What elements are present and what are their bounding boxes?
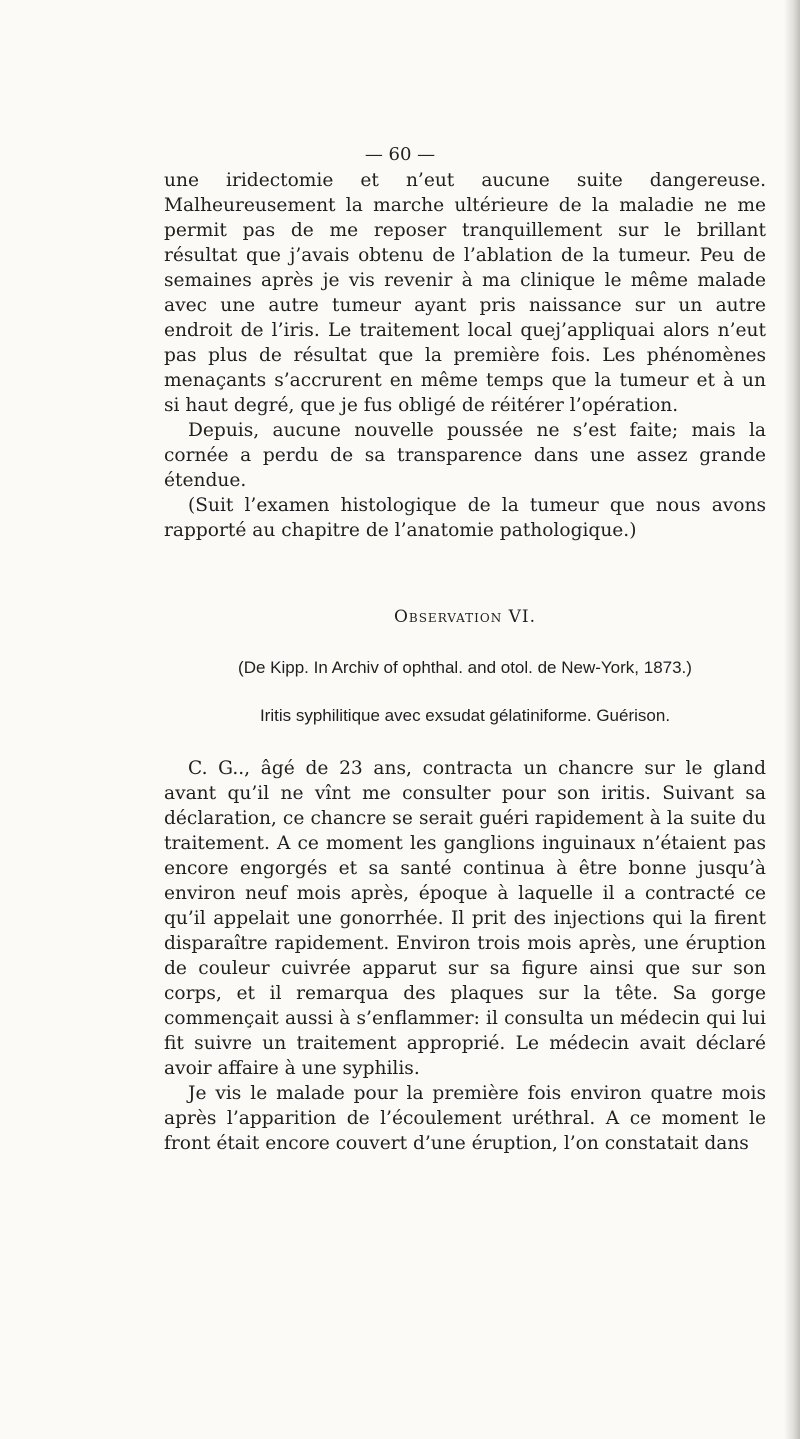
observation-heading: Observation VI.: [393, 607, 537, 627]
paragraph-depuis: Depuis, aucune nouvelle poussée ne s’est faite; mais la cornée a perdu de sa transparence dans une assez grande étendue.: [164, 420, 766, 491]
page-edge-shadow: [784, 0, 800, 1439]
text-column: [164, 140, 766, 1156]
paragraph-iridectomie: une iridectomie et n’eut aucune suite dangereuse. Malheureusement la marche ultérieure de la maladie ne me permit pas de me reposer tranquillement sur le brillant résultat que j’avais obtenu de l’ablation de la tumeur. Peu de semaines après je vis revenir à ma clinique le même malade avec une autre tumeur ayant pris naissance sur un autre endroit de l’iris. Le traitement local quej’appliquai alors n’eut pas plus de résultat que la première fois. Les phénomènes menaçants s’accrurent en même temps que la tumeur et à un si haut degré, que je fus obligé de réitérer l’opération.: [164, 170, 766, 416]
paragraph-first-visit: Je vis le malade pour la première fois environ quatre mois après l’apparition de l’écoulement uréthral. A ce moment le front était encore couvert d’une éruption, l’on constatait dans: [164, 1083, 766, 1154]
page-number: — 60 —: [364, 144, 436, 165]
case-title: Iritis syphilitique avec exsudat gélatiniforme. Guérison.: [259, 706, 671, 725]
paragraph-examen: (Suit l’examen histologique de la tumeur que nous avons rapporté au chapitre de l’anatomie pathologique.): [164, 495, 766, 541]
paragraph-case-history: C. G.., âgé de 23 ans, contracta un chancre sur le gland avant qu’il ne vînt me consulter pour son iritis. Suivant sa déclaration, ce chancre se serait guéri rapidement à la suite du traitement. A ce moment les ganglions inguinaux n’étaient pas encore engorgés et sa santé continua à être bonne jusqu’à environ neuf mois après, époque à laquelle il a contracté ce qu’il appelait une gonorrhée. Il prit des injections qui la firent disparaître rapidement. Environ trois mois après, une éruption de couleur cuivrée apparut sur sa figure ainsi que sur son corps, et il remarqua des plaques sur la tête. Sa gorge commençait aussi à s’enflammer: il consulta un médecin qui lui fit suivre un traitement approprié. Le médecin avait déclaré avoir affaire à une syphilis.: [164, 758, 766, 1079]
source-citation: (De Kipp. In Archiv of ophthal. and otol. de New-York, 1873.): [238, 658, 692, 677]
